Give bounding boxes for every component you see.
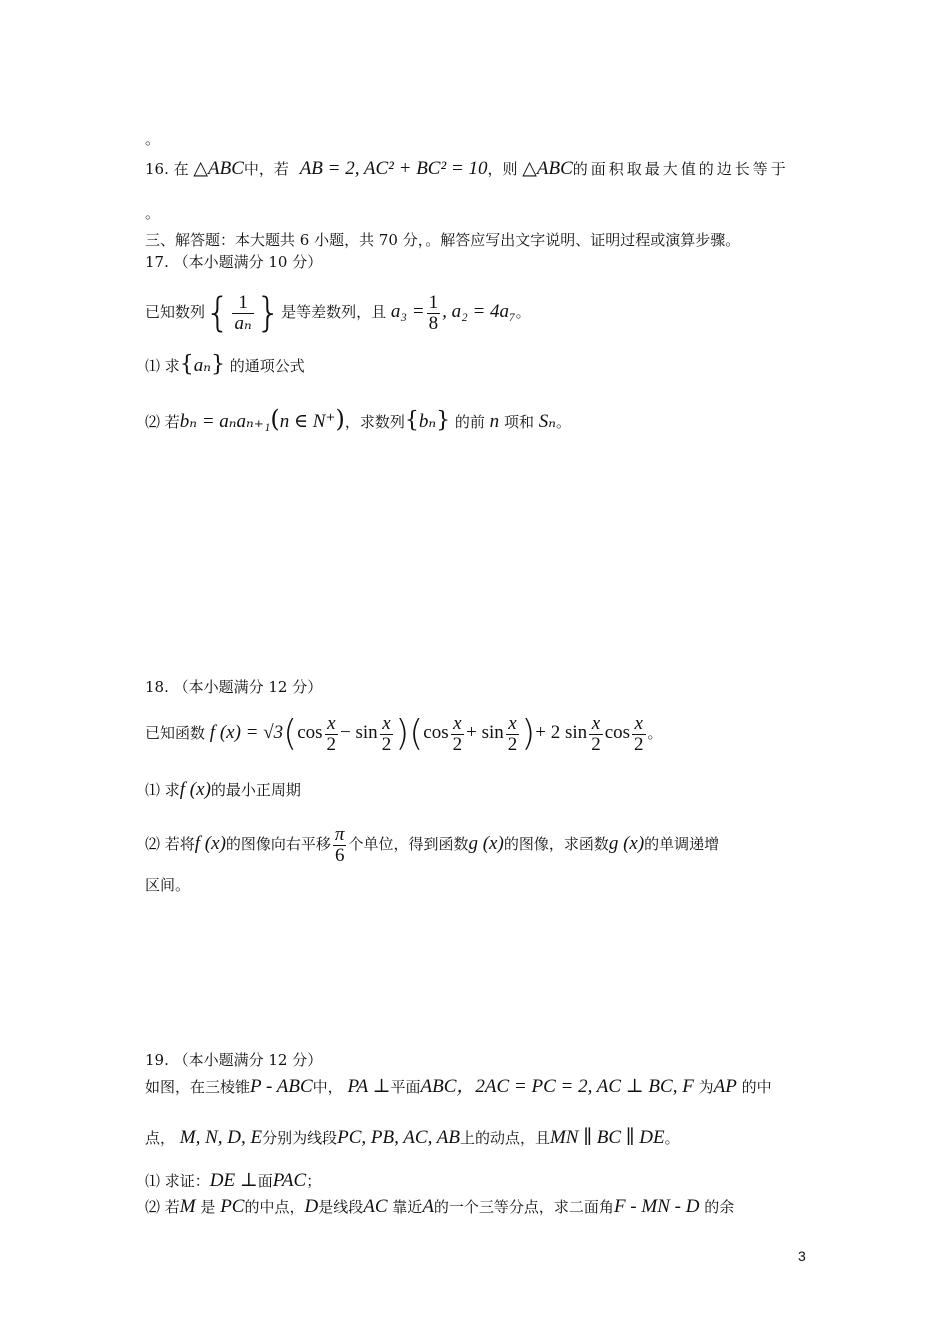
triangle-abc: △ABC [193, 158, 244, 179]
q19-statement-1: 如图，在三棱锥P - ABC中， PA ⊥平面ABC，2AC = PC = 2, AC ⊥ BC, F 为AP 的中 [145, 1076, 772, 1097]
q18-part-2-cont: 区间。 [145, 876, 191, 894]
question-16 [145, 158, 789, 180]
q17-header: 17. （本小题满分 10 分） [145, 253, 323, 271]
q19-part-1: ⑴ 求证：DE ⊥面PAC； [145, 1170, 322, 1191]
q18-header: 18. （本小题满分 12 分） [145, 678, 323, 696]
q16-text: 中，若 [243, 160, 289, 178]
q19-part-2: ⑵ 若M 是 PC的中点，D是线段AC 靠近A的一个三等分点，求二面角F - MN - D 的余 [145, 1196, 735, 1217]
page-number: 3 [798, 1248, 806, 1264]
fraction-1-over-8: $\frac{1}{8}$ [428, 291, 439, 334]
q18-function: 已知函数 f (x) = √3(cos $\frac{x}{2}$ − sin $\frac{x}{2}$ )(cos $\frac{x}{2}$ + sin $\frac{x}{2}$ )+ 2 sin $\frac{x}{2}$ cos $\frac{x}{2}$ 。 [145, 712, 663, 755]
q16-text: ，则 [487, 160, 518, 178]
q17-part-2: ⑵ 若bₙ = aₙaₙ₊₁(n ∈ N⁺)，求数列{bₙ} 的前 n 项和 Sₙ。 [145, 405, 571, 433]
q17-part-1: ⑴ 求{aₙ} 的通项公式 [145, 352, 305, 377]
q19-header: 19. （本小题满分 12 分） [145, 1051, 323, 1069]
q18-part-2: ⑵ 若将f (x)的图像向右平移 $\frac{\pi}{6}$ 个单位，得到函数g (x)的图像，求函数g (x)的单调递增 [145, 823, 720, 866]
q16-tail [145, 202, 160, 224]
q16-number: 16. 在 [145, 160, 189, 178]
q19-statement-2: 点， M, N, D, E分别为线段PC, PB, AC, AB上的动点，且MN ∥ BC ∥ DE。 [145, 1127, 680, 1148]
fraction-1-over-an: $\frac{1}{\text{aₙ}}$ [234, 291, 252, 334]
q18-part-1: ⑴ 求f (x)的最小正周期 [145, 779, 301, 800]
q15-tail [145, 128, 160, 150]
triangle-abc: △ABC [522, 158, 573, 179]
q16-condition: AB = 2, AC² + BC² = 10 [299, 158, 488, 179]
section-heading: 三、解答题：本大题共 6 小题，共 70 分，。解答应写出文字说明、证明过程或演算步骤。 [145, 231, 741, 249]
q17-statement: 已知数列{ $\frac{1}{\text{aₙ}}$ }是等差数列，且 a₃ = $\frac{1}{8}$ , a₂ = 4a₇。 [145, 290, 531, 336]
q16-text: 的面积取最大值的边长等于 [572, 160, 789, 178]
period: 。 [145, 130, 161, 148]
period: 。 [145, 204, 161, 222]
